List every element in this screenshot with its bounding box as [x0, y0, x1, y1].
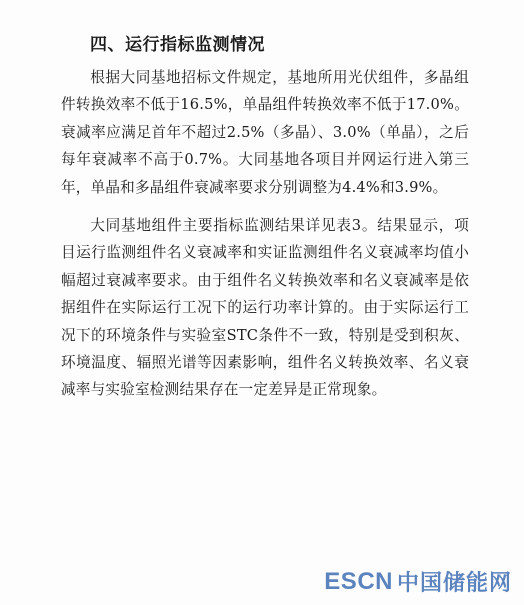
escn-watermark-logo — [324, 566, 512, 597]
watermark-latin-text: ESCN — [324, 567, 393, 595]
paragraph-monitoring-results: 大同基地组件主要指标监测结果详见表3。结果显示，项目运行监测组件名义衰减率和实证监测组件名义衰减率均值小幅超过衰减率要求。由于组件名义转换效率和名义衰减率是依据组件在实际运行工况下的运行功率计算的。由于实际运行工况下的环境条件与实验室STC条件不一致，特别是受到积灰、环境温度、辐照光谱等因素影响，组件名义转换效率、名义衰减率与实验室检测结果存在一定差异是正常现象。 — [61, 217, 469, 399]
section-heading: 四、运行指标监测情况 — [90, 35, 265, 55]
paragraph-efficiency-requirements: 根据大同基地招标文件规定，基地所用光伏组件，多晶组件转换效率不低于16.5%，单晶组件转换效率不低于17.0%。衰减率应满足首年不超过2.5%（多晶）、3.0%（单晶），之后每年衰减率不高于0.7%。大同基地各项目并网运行进入第三年，单晶和多晶组件衰减率要求分别调整为4.4%和3.9%。 — [61, 69, 469, 196]
watermark-chinese-text: 中国储能网 — [396, 571, 512, 596]
